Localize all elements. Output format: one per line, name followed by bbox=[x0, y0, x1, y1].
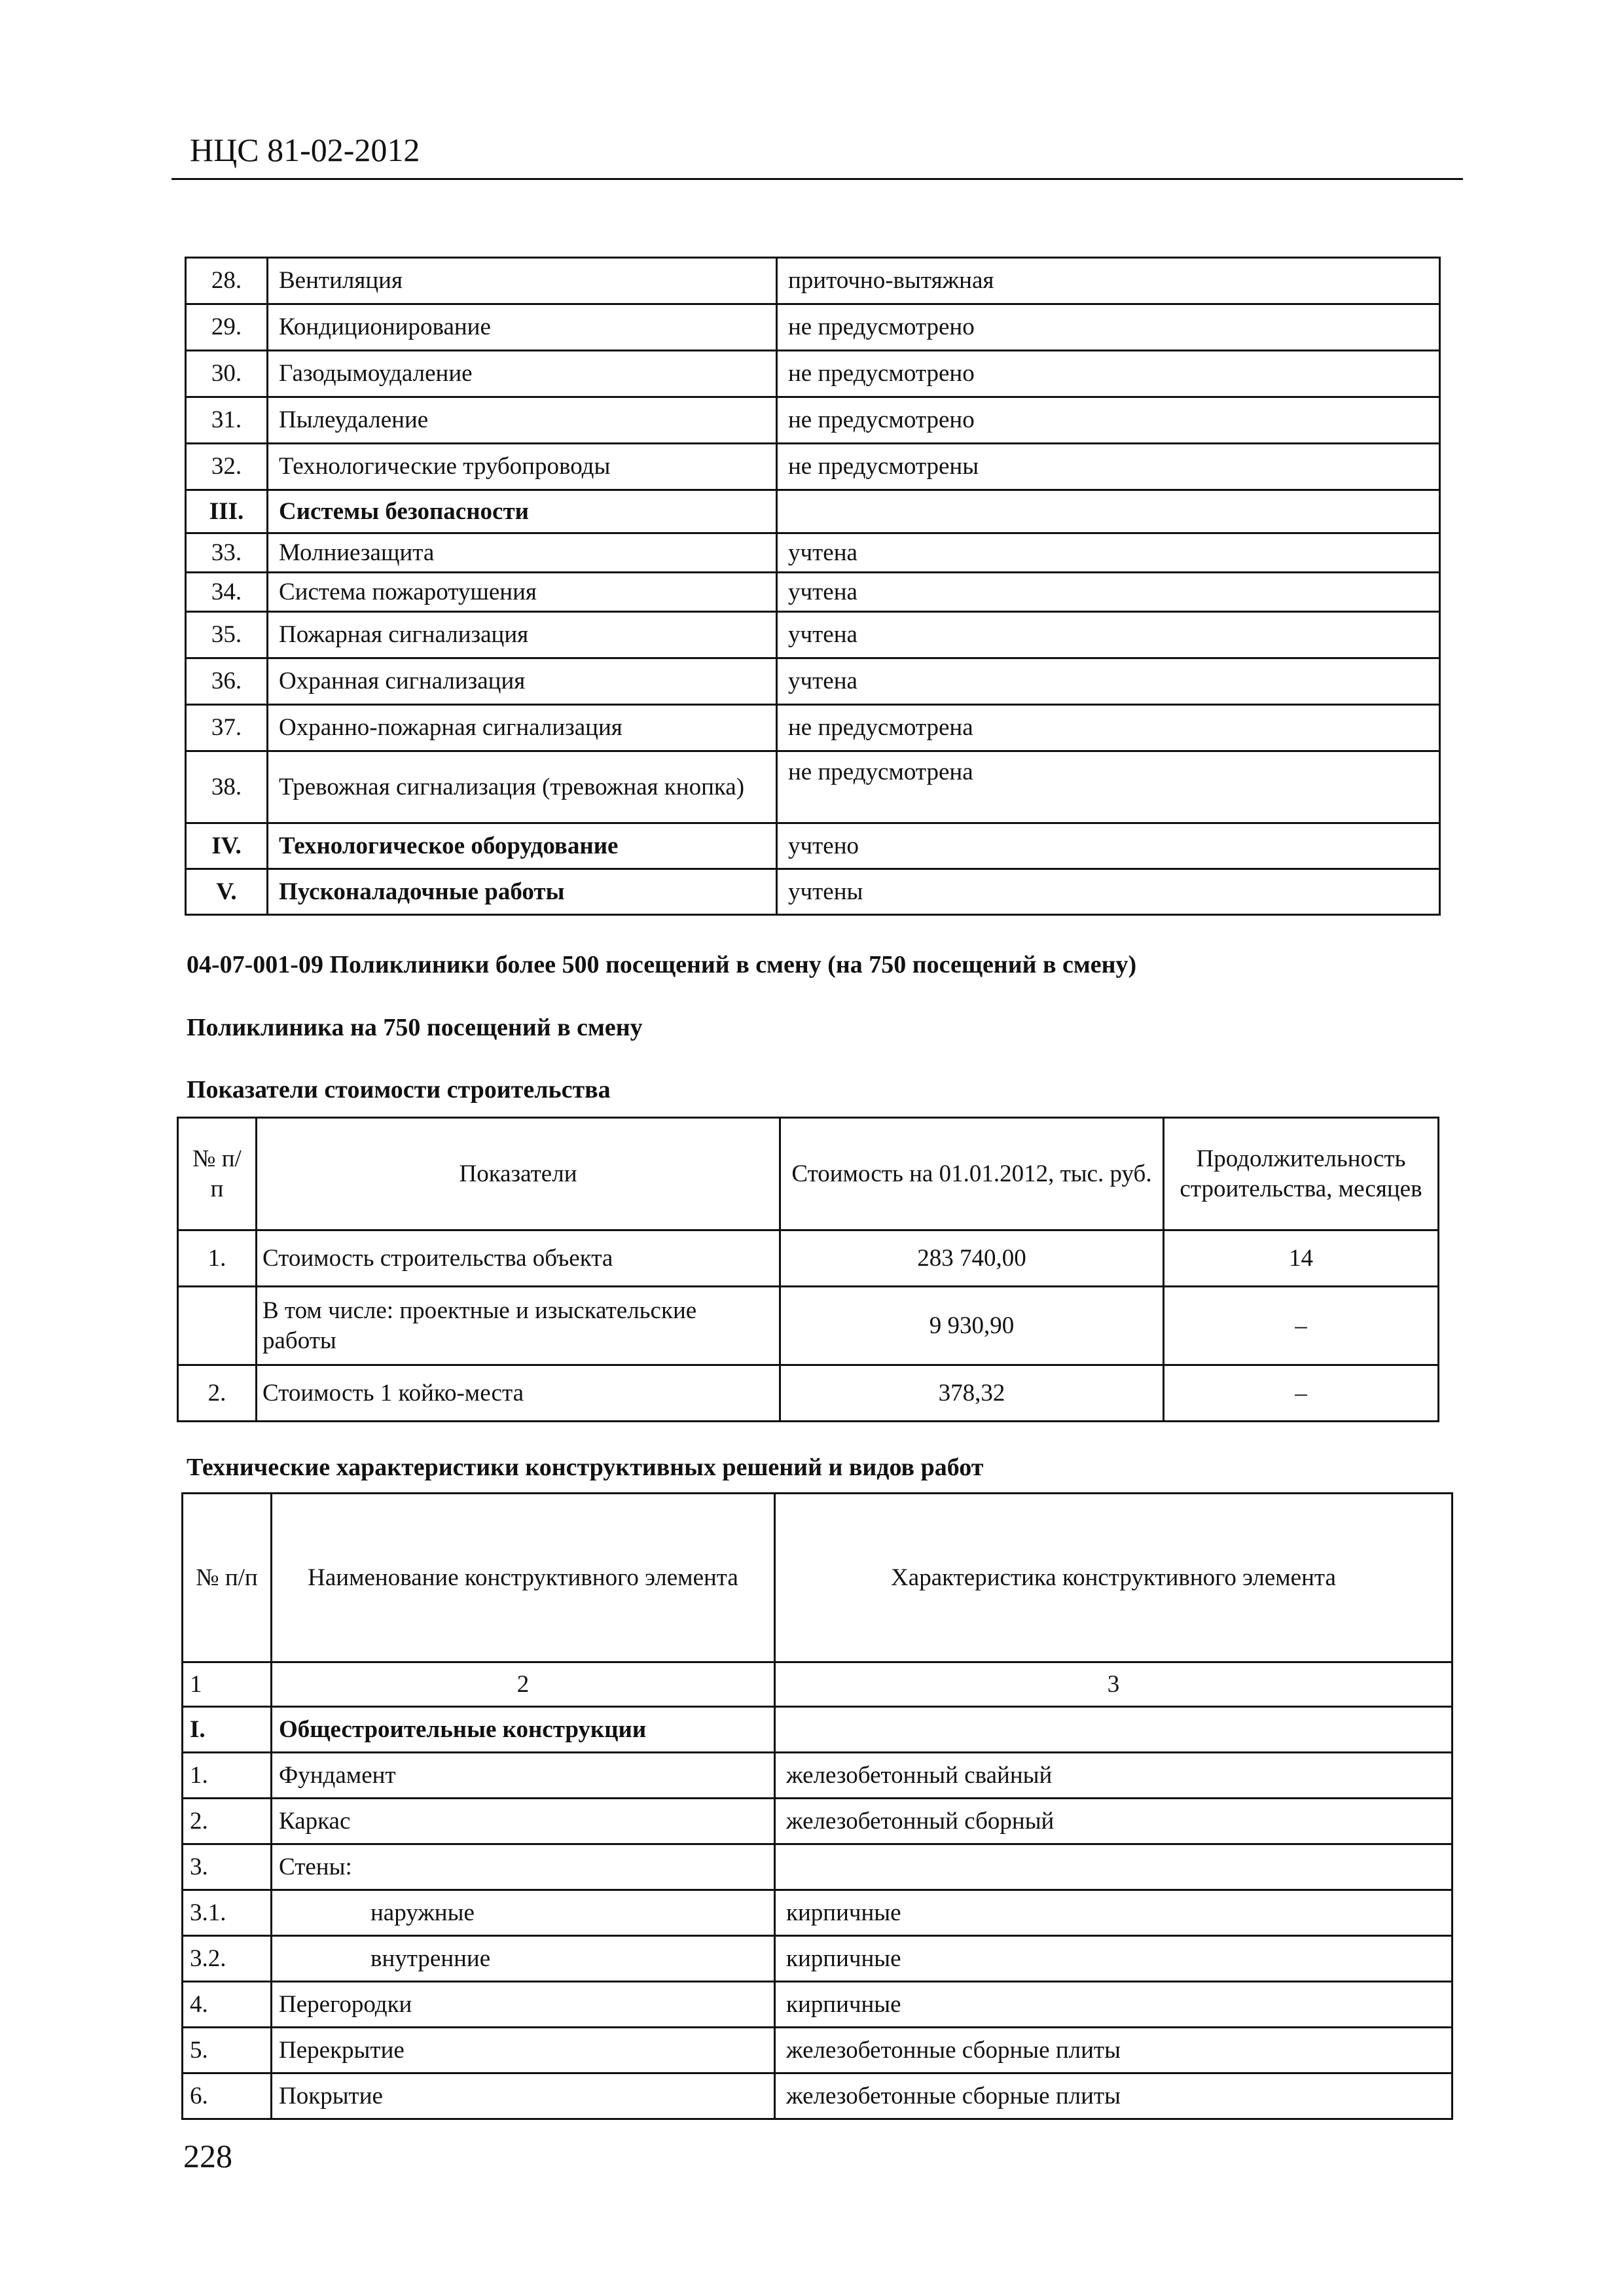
header-rule bbox=[171, 178, 1463, 180]
header-name: Наименование конструктивного элемента bbox=[272, 1494, 775, 1662]
row-number: 32. bbox=[186, 444, 268, 490]
table-row bbox=[186, 658, 1440, 705]
row-duration: 14 bbox=[1164, 1230, 1439, 1287]
row-name: внутренние bbox=[272, 1936, 775, 1982]
row-name: Технологические трубопроводы bbox=[268, 444, 777, 490]
row-number: 2. bbox=[178, 1365, 257, 1422]
row-value: кирпичные bbox=[775, 1890, 1453, 1936]
table-row bbox=[183, 2028, 1453, 2073]
col-number: 1 bbox=[183, 1662, 272, 1707]
row-cost: 283 740,00 bbox=[780, 1230, 1164, 1287]
row-name: Стоимость 1 койко-места bbox=[257, 1365, 780, 1422]
row-value: учтена bbox=[777, 533, 1440, 573]
row-value: не предусмотрены bbox=[777, 444, 1440, 490]
column-numbers-row bbox=[183, 1662, 1453, 1707]
row-number: 3. bbox=[183, 1844, 272, 1890]
row-number: 4. bbox=[183, 1982, 272, 2028]
row-name: Кондиционирование bbox=[268, 304, 777, 351]
row-name: Охранная сигнализация bbox=[268, 658, 777, 705]
row-name: Каркас bbox=[272, 1799, 775, 1844]
header-num: № п/п bbox=[178, 1118, 257, 1230]
header-char: Характеристика конструктивного элемента bbox=[775, 1494, 1453, 1662]
table-header-row bbox=[178, 1118, 1439, 1230]
cost-table bbox=[177, 1117, 1439, 1422]
row-number: 33. bbox=[186, 533, 268, 573]
row-value: железобетонный свайный bbox=[775, 1753, 1453, 1799]
table-row bbox=[183, 1936, 1453, 1982]
row-number: 30. bbox=[186, 351, 268, 397]
row-value: учтена bbox=[777, 658, 1440, 705]
row-value: железобетонные сборные плиты bbox=[775, 2028, 1453, 2073]
header-duration: Продолжительность строительства, месяцев bbox=[1164, 1118, 1439, 1230]
row-name: Пожарная сигнализация bbox=[268, 612, 777, 658]
row-value: не предусмотрено bbox=[777, 304, 1440, 351]
table-row bbox=[183, 1844, 1453, 1890]
row-number: IV. bbox=[186, 823, 268, 869]
row-value bbox=[775, 1844, 1453, 1890]
section-subtitle: Поликлиника на 750 посещений в смену bbox=[187, 1014, 643, 1041]
table-row bbox=[183, 1753, 1453, 1799]
table-row bbox=[178, 1287, 1439, 1365]
row-name: В том числе: проектные и изыскательские работы bbox=[257, 1287, 780, 1365]
table-row bbox=[186, 751, 1440, 823]
table-row bbox=[183, 1982, 1453, 2028]
row-number: V. bbox=[186, 869, 268, 915]
table-header-row bbox=[183, 1494, 1453, 1662]
row-number: 3.1. bbox=[183, 1890, 272, 1936]
table-row bbox=[178, 1365, 1439, 1422]
row-name: Фундамент bbox=[272, 1753, 775, 1799]
row-name: Стены: bbox=[272, 1844, 775, 1890]
row-name: Пусконаладочные работы bbox=[268, 869, 777, 915]
table-row bbox=[183, 1707, 1453, 1753]
row-number: 3.2. bbox=[183, 1936, 272, 1982]
row-name: Газодымоудаление bbox=[268, 351, 777, 397]
row-value: учтена bbox=[777, 612, 1440, 658]
row-value: железобетонный сборный bbox=[775, 1799, 1453, 1844]
row-number: 2. bbox=[183, 1799, 272, 1844]
table-row bbox=[186, 533, 1440, 573]
header-indicator: Показатели bbox=[257, 1118, 780, 1230]
row-name: Молниезащита bbox=[268, 533, 777, 573]
row-name: Стоимость строительства объекта bbox=[257, 1230, 780, 1287]
table-row bbox=[183, 2073, 1453, 2119]
row-value: кирпичные bbox=[775, 1982, 1453, 2028]
row-value: железобетонные сборные плиты bbox=[775, 2073, 1453, 2119]
row-value: не предусмотрено bbox=[777, 351, 1440, 397]
row-value: учтены bbox=[777, 869, 1440, 915]
row-name: Вентиляция bbox=[268, 258, 777, 304]
row-cost: 378,32 bbox=[780, 1365, 1164, 1422]
row-name: Перегородки bbox=[272, 1982, 775, 2028]
tech-table bbox=[181, 1492, 1453, 2120]
header-num: № п/п bbox=[183, 1494, 272, 1662]
table-row bbox=[186, 823, 1440, 869]
row-value: не предусмотрена bbox=[777, 705, 1440, 751]
row-name: наружные bbox=[272, 1890, 775, 1936]
row-name: Системы безопасности bbox=[268, 490, 777, 533]
row-number: I. bbox=[183, 1707, 272, 1753]
row-value: учтена bbox=[777, 573, 1440, 612]
document-code: НЦС 81-02-2012 bbox=[190, 132, 420, 168]
row-number: 1. bbox=[183, 1753, 272, 1799]
systems-table bbox=[185, 257, 1441, 916]
table-row bbox=[186, 258, 1440, 304]
row-number: 1. bbox=[178, 1230, 257, 1287]
table-row bbox=[186, 444, 1440, 490]
row-value bbox=[777, 490, 1440, 533]
row-value: кирпичные bbox=[775, 1936, 1453, 1982]
row-number: 38. bbox=[186, 751, 268, 823]
row-number: 31. bbox=[186, 397, 268, 444]
page-number: 228 bbox=[183, 2138, 232, 2174]
col-number: 3 bbox=[775, 1662, 1453, 1707]
row-name: Пылеудаление bbox=[268, 397, 777, 444]
row-value: приточно-вытяжная bbox=[777, 258, 1440, 304]
table-row bbox=[186, 869, 1440, 915]
table-row bbox=[186, 705, 1440, 751]
row-duration: – bbox=[1164, 1365, 1439, 1422]
row-number: 36. bbox=[186, 658, 268, 705]
row-name: Общестроительные конструкции bbox=[272, 1707, 775, 1753]
row-name: Перекрытие bbox=[272, 2028, 775, 2073]
col-number: 2 bbox=[272, 1662, 775, 1707]
row-name: Технологическое оборудование bbox=[268, 823, 777, 869]
row-number: 34. bbox=[186, 573, 268, 612]
row-number: 6. bbox=[183, 2073, 272, 2119]
row-name: Охранно-пожарная сигнализация bbox=[268, 705, 777, 751]
row-number bbox=[178, 1287, 257, 1365]
table-row bbox=[186, 397, 1440, 444]
tech-heading: Технические характеристики конструктивных решений и видов работ bbox=[187, 1454, 984, 1481]
table-row bbox=[186, 612, 1440, 658]
row-number: 29. bbox=[186, 304, 268, 351]
table-row bbox=[186, 490, 1440, 533]
section-code-title: 04-07-001-09 Поликлиники более 500 посещений в смену (на 750 посещений в смену) bbox=[187, 951, 1137, 978]
table-row bbox=[186, 573, 1440, 612]
row-number: III. bbox=[186, 490, 268, 533]
row-number: 37. bbox=[186, 705, 268, 751]
row-value: учтено bbox=[777, 823, 1440, 869]
row-value: не предусмотрена bbox=[777, 751, 1440, 823]
row-number: 28. bbox=[186, 258, 268, 304]
table-row bbox=[186, 351, 1440, 397]
cost-heading: Показатели стоимости строительства bbox=[187, 1076, 611, 1103]
table-row bbox=[186, 304, 1440, 351]
table-row bbox=[178, 1230, 1439, 1287]
row-number: 35. bbox=[186, 612, 268, 658]
row-number: 5. bbox=[183, 2028, 272, 2073]
row-cost: 9 930,90 bbox=[780, 1287, 1164, 1365]
row-duration: – bbox=[1164, 1287, 1439, 1365]
row-value bbox=[775, 1707, 1453, 1753]
row-value: не предусмотрено bbox=[777, 397, 1440, 444]
row-name: Тревожная сигнализация (тревожная кнопка) bbox=[268, 751, 777, 823]
header-cost: Стоимость на 01.01.2012, тыс. руб. bbox=[780, 1118, 1164, 1230]
row-name: Система пожаротушения bbox=[268, 573, 777, 612]
table-row bbox=[183, 1799, 1453, 1844]
table-row bbox=[183, 1890, 1453, 1936]
row-name: Покрытие bbox=[272, 2073, 775, 2119]
